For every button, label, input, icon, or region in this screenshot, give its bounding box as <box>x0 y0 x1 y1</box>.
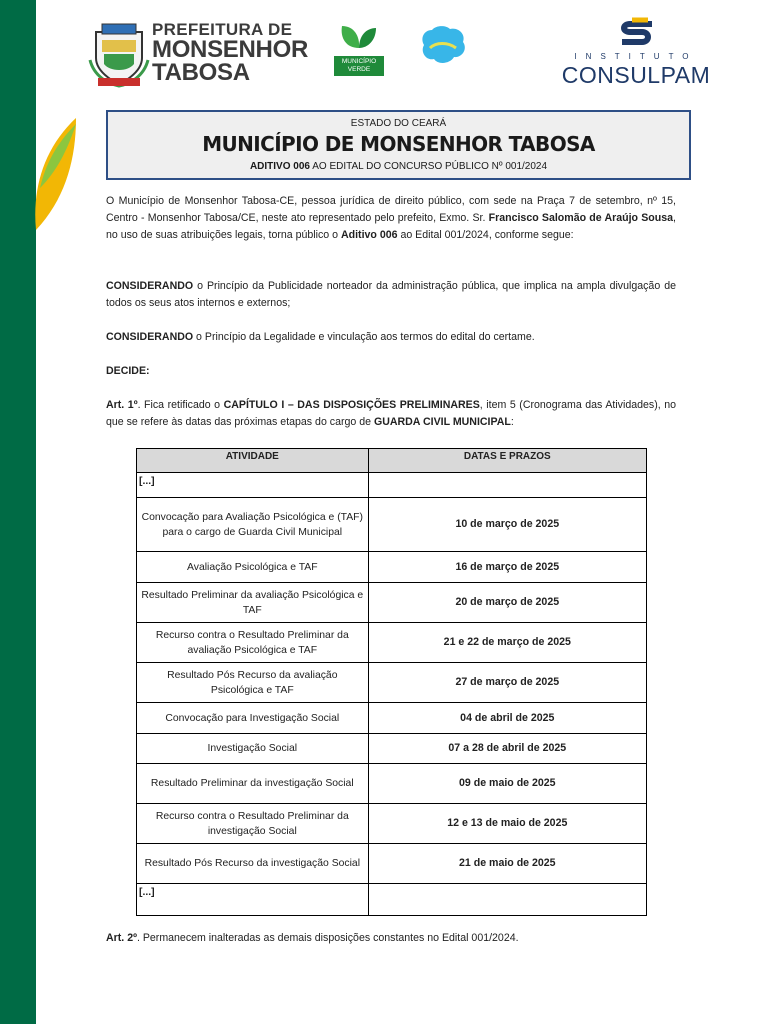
municipality-title: MUNICÍPIO DE MONSENHOR TABOSA <box>202 132 595 156</box>
article-2-text: . Permanecem inalteradas as demais disposições constantes no Edital 001/2024. <box>136 932 519 944</box>
decide-label: DECIDE: <box>106 365 150 377</box>
considerando-paragraph-2 <box>106 329 676 346</box>
article-2-paragraph <box>106 930 676 947</box>
prefeitura-line2: MONSENHOR <box>152 36 308 63</box>
ellipsis-cell: [...] <box>137 473 369 498</box>
table-row <box>137 663 647 703</box>
seal-icon <box>418 24 468 66</box>
article-1-text-1: . Fica retificado o <box>137 399 224 411</box>
table-row-ellipsis-top <box>137 473 647 498</box>
activity-cell: Resultado Pós Recurso da investigação Social <box>137 844 369 884</box>
ellipsis-cell: [...] <box>137 884 369 916</box>
date-cell: 27 de março de 2025 <box>368 663 646 703</box>
activity-cell: Convocação para Avaliação Psicológica e (TAF) para o cargo de Guarda Civil Municipal <box>137 498 369 552</box>
document-title-box <box>106 110 691 180</box>
table-header-row <box>137 449 647 473</box>
aditivo-subtitle-rest: AO EDITAL DO CONCURSO PÚBLICO Nº 001/2024 <box>309 161 548 172</box>
decide-heading <box>106 363 676 380</box>
activity-cell: Recurso contra o Resultado Preliminar da avaliação Psicológica e TAF <box>137 623 369 663</box>
activity-cell: Convocação para Investigação Social <box>137 703 369 734</box>
date-cell: 09 de maio de 2025 <box>368 764 646 804</box>
municipio-verde-label: MUNICÍPIO VERDE <box>334 56 384 76</box>
considerando-label-2: CONSIDERANDO <box>106 331 194 343</box>
considerando-text-2: o Princípio da Legalidade e vinculação aos termos do edital do certame. <box>193 331 535 343</box>
date-cell: 20 de março de 2025 <box>368 583 646 623</box>
activity-cell: Recurso contra o Resultado Preliminar da investigação Social <box>137 804 369 844</box>
consulpam-logo <box>552 16 722 88</box>
prefeitura-line1: PREFEITURA DE <box>152 20 293 39</box>
activity-cell: Resultado Pós Recurso da avaliação Psicológica e TAF <box>137 663 369 703</box>
aditivo-number: ADITIVO 006 <box>249 161 310 172</box>
table-row <box>137 703 647 734</box>
table-row <box>137 804 647 844</box>
table-row-ellipsis-bottom <box>137 884 647 916</box>
activity-cell: Avaliação Psicológica e TAF <box>137 552 369 583</box>
article-2-label: Art. 2º <box>106 932 137 944</box>
table-row <box>137 844 647 884</box>
table-row <box>137 583 647 623</box>
table-row <box>137 498 647 552</box>
intro-text-3: ao Edital 001/2024, conforme segue: <box>397 229 574 241</box>
empty-cell <box>368 473 646 498</box>
intro-text-2: , no uso de suas atribuições legais, torna público o <box>106 212 676 241</box>
date-cell: 12 e 13 de maio de 2025 <box>368 804 646 844</box>
article-1-text-3: : <box>510 416 514 428</box>
considerando-label-1: CONSIDERANDO <box>106 280 194 292</box>
date-cell: 16 de março de 2025 <box>368 552 646 583</box>
page-header <box>82 12 732 90</box>
leaf-decoration <box>30 118 78 230</box>
article-1-cargo: GUARDA CIVIL MUNICIPAL <box>373 416 511 428</box>
table-row <box>137 764 647 804</box>
aditivo-subtitle <box>108 161 689 173</box>
activity-cell: Investigação Social <box>137 734 369 764</box>
prefeitura-logo-text <box>152 22 308 84</box>
instituto-label: INSTITUTO <box>574 52 698 61</box>
date-cell: 21 de maio de 2025 <box>368 844 646 884</box>
article-1-chapter: CAPÍTULO I – DAS DISPOSIÇÕES PRELIMINARES <box>223 399 480 411</box>
considerando-text-1: o Princípio da Publicidade norteador da administração pública, que implica na ampla divulgação de todos os seus atos internos e externos; <box>106 280 676 309</box>
activity-cell: Resultado Preliminar da investigação Social <box>137 764 369 804</box>
table-row <box>137 623 647 663</box>
date-cell: 04 de abril de 2025 <box>368 703 646 734</box>
intro-text-1: O Município de Monsenhor Tabosa-CE, pessoa jurídica de direito público, com sede na Praça 7 de setembro, nº 15, Centro - Monsenhor Tabosa/CE, neste ato representado pelo prefeito, Exmo. Sr. <box>106 195 676 224</box>
prefeitura-line3: TABOSA <box>152 59 250 86</box>
intro-aditivo: Aditivo 006 <box>340 229 398 241</box>
crest-icon <box>88 18 150 88</box>
intro-paragraph <box>106 193 676 244</box>
table-row <box>137 552 647 583</box>
header-atividade: ATIVIDADE <box>137 449 369 473</box>
date-cell: 07 a 28 de abril de 2025 <box>368 734 646 764</box>
considerando-paragraph-1 <box>106 278 676 312</box>
article-1-paragraph <box>106 397 676 431</box>
table-row <box>137 734 647 764</box>
activity-cell: Resultado Preliminar da avaliação Psicológica e TAF <box>137 583 369 623</box>
consulpam-mark-icon <box>618 16 654 50</box>
consulpam-label: CONSULPAM <box>561 62 711 88</box>
header-datas-prazos: DATAS E PRAZOS <box>368 449 646 473</box>
article-1-text-2: , item 5 (Cronograma das Atividades), no que se refere às datas das próximas etapas do cargo de <box>106 399 677 428</box>
date-cell: 21 e 22 de março de 2025 <box>368 623 646 663</box>
mayor-name: Francisco Salomão de Araújo Sousa <box>488 212 674 224</box>
schedule-table <box>136 448 647 916</box>
date-cell: 10 de março de 2025 <box>368 498 646 552</box>
article-1-label: Art. 1º <box>106 399 138 411</box>
empty-cell <box>368 884 646 916</box>
state-label: ESTADO DO CEARÁ <box>350 118 447 129</box>
